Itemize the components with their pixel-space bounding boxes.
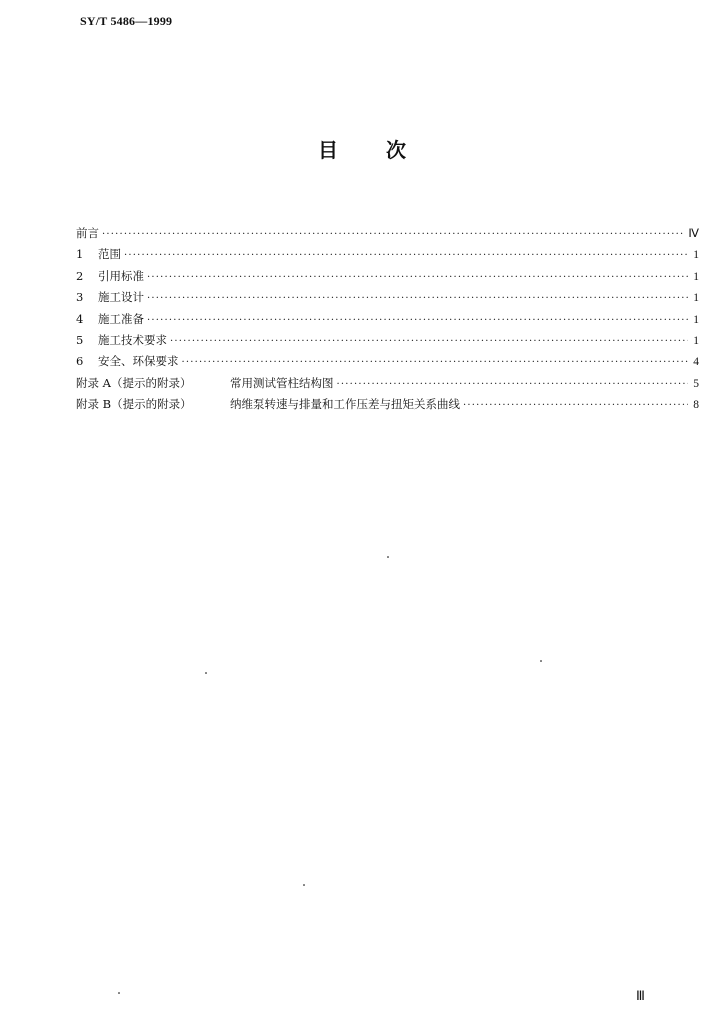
toc-leader-dots xyxy=(170,336,688,347)
toc-entry-page: 1 xyxy=(693,249,699,262)
toc-entry-5[interactable] xyxy=(76,332,699,353)
toc-entry-number: 4 xyxy=(76,311,84,326)
title-part-1: 目 xyxy=(318,138,338,162)
toc-entry-title: 常用测试管柱结构图 xyxy=(230,375,334,390)
page-title xyxy=(0,134,724,163)
toc-leader-dots xyxy=(463,400,688,411)
toc-entry-page: 1 xyxy=(693,292,699,305)
toc-entry-page: 4 xyxy=(693,356,699,369)
standard-code-header: SY/T 5486—1999 xyxy=(80,14,173,28)
scan-speck xyxy=(205,672,207,674)
toc-entry-title: 范围 xyxy=(98,247,121,262)
page-number-footer: Ⅲ xyxy=(636,988,645,1003)
toc-entry-page: Ⅳ xyxy=(688,228,699,240)
toc-entry-number: 6 xyxy=(76,354,84,369)
toc-entry-title: 施工设计 xyxy=(98,290,144,305)
toc-entry-number: 5 xyxy=(76,332,84,347)
toc-entry-4[interactable] xyxy=(76,311,699,332)
toc-entry-title: 引用标准 xyxy=(98,268,144,283)
toc-entry-title: 前言 xyxy=(76,226,99,240)
toc-entry-title: 施工准备 xyxy=(98,311,144,326)
toc-leader-dots xyxy=(147,293,688,304)
scan-speck xyxy=(118,992,120,994)
scan-speck xyxy=(303,884,305,886)
toc-leader-dots xyxy=(147,315,688,326)
toc-appendix-label: 附录 B（提示的附录） xyxy=(76,397,192,412)
toc-entry-number: 2 xyxy=(76,268,84,283)
toc-entry-page: 8 xyxy=(693,399,699,412)
toc-entry-title: 安全、环保要求 xyxy=(98,354,179,369)
toc-entry-1[interactable] xyxy=(76,246,699,267)
toc-entry-appendix-b[interactable] xyxy=(76,396,699,417)
scan-speck xyxy=(540,660,542,662)
toc-appendix-label: 附录 A（提示的附录） xyxy=(76,375,192,390)
toc-entry-page: 1 xyxy=(693,334,699,347)
toc-leader-dots xyxy=(147,272,688,283)
scan-speck xyxy=(387,556,389,558)
toc-entry-number: 1 xyxy=(76,247,84,262)
toc-entry-title: 施工技术要求 xyxy=(98,332,167,347)
toc-entry-title: 纳维泵转速与排量和工作压差与扭矩关系曲线 xyxy=(230,397,460,412)
toc-entry-number: 3 xyxy=(76,290,84,305)
toc-entry-page: 5 xyxy=(693,377,699,390)
toc-leader-dots xyxy=(124,250,688,261)
toc-entry-6[interactable] xyxy=(76,353,699,374)
toc-entry-3[interactable] xyxy=(76,289,699,310)
toc-entry-page: 1 xyxy=(693,313,699,326)
toc-entry-appendix-a[interactable] xyxy=(76,375,699,396)
title-part-2: 次 xyxy=(386,138,406,162)
table-of-contents xyxy=(76,225,699,418)
toc-leader-dots xyxy=(182,357,689,368)
toc-entry-page: 1 xyxy=(693,270,699,283)
toc-leader-dots xyxy=(337,379,689,390)
toc-entry-2[interactable] xyxy=(76,268,699,289)
toc-leader-dots xyxy=(102,229,685,240)
toc-entry-foreword[interactable] xyxy=(76,225,699,246)
